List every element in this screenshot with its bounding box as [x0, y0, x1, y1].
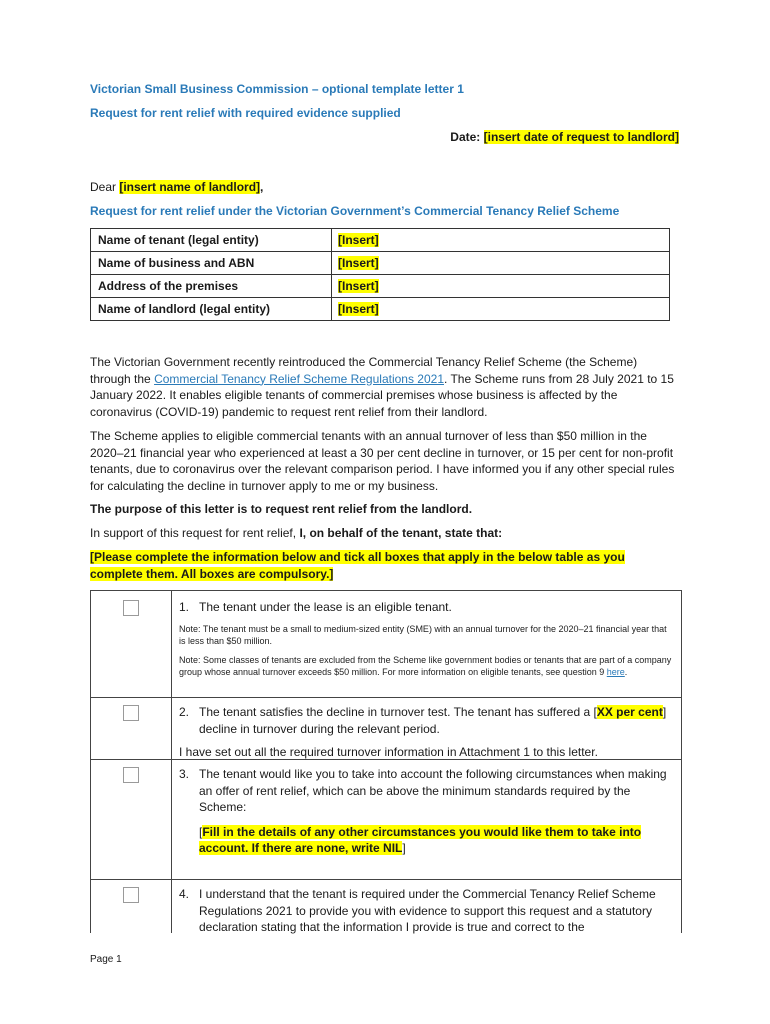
item-2-text: The tenant satisfies the decline in turnover test. The tenant has suffered a [ — [199, 705, 597, 719]
date-placeholder[interactable]: [insert date of request to landlord] — [483, 130, 679, 144]
salutation-comma: , — [260, 180, 264, 194]
table-value[interactable] — [332, 275, 670, 298]
letter-subtitle: Request for rent relief with required evidence supplied — [90, 106, 401, 120]
intro-text-end: . The Scheme runs from 28 July 2021 to 15 January 2022. It enables eligible tenants of commercial premises whose business is affected by the coronavirus (COVID-19) pandemic to request rent relief from their landlord. — [90, 371, 674, 419]
instruction-line-2: complete them. All boxes are compulsory.] — [90, 566, 334, 581]
table-label: Address of the premises — [91, 275, 332, 298]
checklist-row-1 — [91, 591, 681, 698]
item-3-text-wrap — [179, 766, 675, 816]
item-2-number: 2. — [179, 705, 190, 719]
regulations-link[interactable]: Commercial Tenancy Relief Scheme Regulations 2021 — [154, 371, 444, 386]
checklist-row-2 — [91, 697, 681, 760]
checklist-row-3 — [91, 759, 681, 880]
table-row — [91, 252, 670, 275]
table-value[interactable] — [332, 252, 670, 275]
item-2-text-end: ] decline in turnover during the relevant period. — [199, 705, 667, 736]
table-row — [91, 298, 670, 321]
item-1-note-2-text: Note: Some classes of tenants are excluded from the Scheme like government bodies or tenants that are part of a company group whose annual turnover exceeds $50 million. For more information on eligible tenants, see question 9 — [179, 654, 672, 677]
item-1-text-wrap — [179, 599, 675, 616]
item-1-note-2-end: . — [624, 667, 628, 677]
purpose-statement: The purpose of this letter is to request rent relief from the landlord. — [90, 502, 473, 516]
intro-paragraph — [90, 354, 680, 420]
table-value[interactable] — [332, 298, 670, 321]
table-value[interactable] — [332, 229, 670, 252]
support-bold: I, on behalf of the tenant, state that: — [299, 526, 503, 540]
table-label: Name of tenant (legal entity) — [91, 229, 332, 252]
item-1-note-1: Note: The tenant must be a small to medium-sized entity (SME) with an annual turnover for the 2020–21 financial year that is less than $50 million. — [179, 623, 667, 646]
item-4-content — [179, 886, 675, 936]
item-4-text: I understand that the tenant is required under the Commercial Tenancy Relief Scheme Regulations 2021 to provide you with evidence to support this request and a statutory declaration stating that the information I provide is true and correct to the — [199, 887, 656, 934]
scheme-paragraph: The Scheme applies to eligible commercial tenants with an annual turnover of less than $50 million in the 2020–21 financial year who experienced at least a 30 per cent decline in turnover, or 15 per cent for non-profit tenants, due to coronavirus over the relevant comparison period. I have informed you if any other special rules for calculating the decline in turnover apply to me or my business. — [90, 429, 675, 493]
salutation — [90, 180, 263, 194]
page-number: Page 1 — [90, 954, 122, 965]
date-line — [450, 130, 679, 144]
item-4-text-wrap — [179, 886, 675, 936]
instruction-block — [90, 549, 625, 582]
landlord-name-placeholder[interactable]: [insert name of landlord] — [119, 180, 261, 194]
table-row — [91, 275, 670, 298]
item-3-text: The tenant would like you to take into account the following circumstances when making an offer of rent relief, which can be above the minimum standards required by the Scheme: — [199, 767, 667, 814]
item-2-text-wrap — [179, 704, 675, 737]
item-3-content — [179, 766, 675, 857]
table-row — [91, 229, 670, 252]
subject-line: Request for rent relief under the Victorian Government’s Commercial Tenancy Relief Scheme — [90, 204, 620, 218]
support-text: In support of this request for rent relief, — [90, 526, 300, 540]
item-2-content — [179, 704, 675, 761]
insert-placeholder[interactable]: [Insert] — [338, 233, 379, 247]
item-1-text: The tenant under the lease is an eligible tenant. — [199, 600, 452, 614]
insert-placeholder[interactable]: [Insert] — [338, 279, 379, 293]
checklist-row-4 — [91, 879, 681, 933]
letter-title: Victorian Small Business Commission – optional template letter 1 — [90, 82, 464, 96]
checkbox-item-3[interactable] — [123, 767, 139, 783]
item-1-content — [179, 599, 675, 679]
table-label: Name of business and ABN — [91, 252, 332, 275]
item-1-number: 1. — [179, 600, 190, 614]
checkbox-item-4[interactable] — [123, 887, 139, 903]
item-4-number: 4. — [179, 887, 190, 901]
bracket-close: ] — [402, 841, 406, 855]
checklist-table — [90, 590, 682, 933]
circumstances-placeholder[interactable]: Fill in the details of any other circumstances you would like them to take into account. If there are none, write NIL — [199, 824, 642, 855]
table-label: Name of landlord (legal entity) — [91, 298, 332, 321]
percent-placeholder[interactable]: XX per cent — [596, 705, 663, 719]
support-statement — [90, 525, 502, 542]
instruction-line-1: [Please complete the information below and tick all boxes that apply in the below table as you — [90, 550, 625, 564]
item-3-number: 3. — [179, 767, 190, 781]
item-1-note-2 — [179, 654, 675, 679]
checkbox-item-2[interactable] — [123, 705, 139, 721]
circumstances-field — [179, 824, 675, 857]
checkbox-item-1[interactable] — [123, 600, 139, 616]
bracket-open: [ — [199, 824, 203, 839]
insert-placeholder[interactable]: [Insert] — [338, 302, 379, 316]
tenant-details-table — [90, 228, 670, 321]
item-2-attachment-note: I have set out all the required turnover information in Attachment 1 to this letter. — [179, 745, 598, 759]
insert-placeholder[interactable]: [Insert] — [338, 256, 379, 270]
intro-text: The Victorian Government recently reintroduced the Commercial Tenancy Relief Scheme (the Scheme) through the — [90, 355, 638, 386]
salutation-prefix: Dear — [90, 180, 120, 194]
question-9-link[interactable]: here — [606, 667, 625, 677]
date-label: Date: — [450, 130, 481, 144]
